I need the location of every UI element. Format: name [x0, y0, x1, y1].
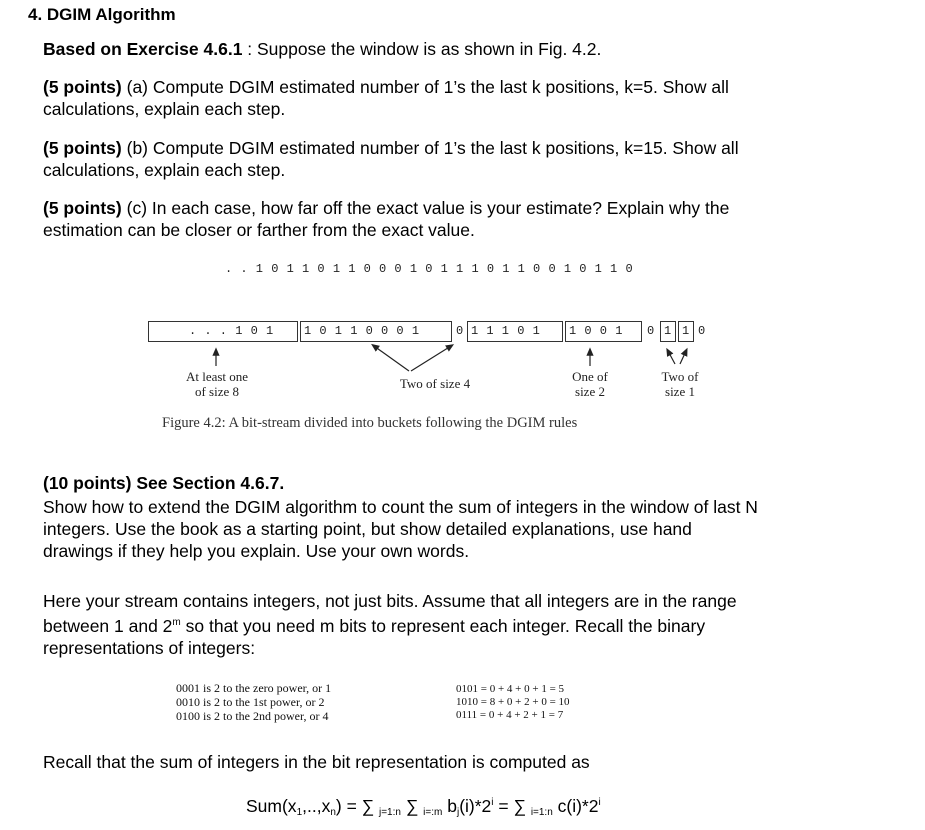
bucket-size-4-second: 1 1 1 0 1	[467, 321, 563, 342]
label-size-4: Two of size 4	[399, 376, 471, 391]
formula-part: ∑	[400, 796, 424, 816]
part-b-points: (5 points)	[43, 138, 122, 158]
section-p2-sup-m: m	[172, 617, 181, 628]
binary-right-row: 0111 = 0 + 4 + 2 + 1 = 7	[456, 709, 564, 721]
section-p2-line3: representations of integers:	[43, 638, 256, 658]
formula-part: (i)*2	[459, 796, 492, 816]
section-p1-line2: integers. Use the book as a starting point, but show detailed explanations, use hand	[43, 519, 692, 539]
formula-sub: 1	[296, 807, 303, 818]
binary-right-row: 0101 = 0 + 4 + 0 + 1 = 5	[456, 683, 565, 695]
page-title: 4. DGIM Algorithm	[28, 5, 176, 24]
arrow-size-1-right	[680, 351, 686, 364]
binary-right-row: 1010 = 8 + 0 + 2 + 0 = 10	[456, 696, 570, 708]
formula-sub: i=:m	[423, 807, 443, 818]
formula-sub: j	[456, 807, 460, 818]
section-p1-line3: drawings if they help you explain. Use your own words.	[43, 541, 470, 561]
part-a-points: (5 points)	[43, 77, 122, 97]
bucket-size-1-second: 1	[678, 321, 694, 342]
arrow-size-4-right	[411, 346, 451, 371]
binary-left-row: 0001 is 2 to the zero power, or 1	[176, 681, 332, 695]
bucket-size-1-first: 1	[660, 321, 676, 342]
binary-left-row: 0010 is 2 to the 1st power, or 2	[176, 695, 325, 709]
loose-zero-3: 0	[698, 324, 706, 338]
part-c-line2: estimation can be closer or farther from the exact value.	[43, 220, 475, 240]
part-b-line1: (b) Compute DGIM estimated number of 1’s the last k positions, k=15. Show all	[121, 138, 739, 158]
section-p2-line1: Here your stream contains integers, not just bits. Assume that all integers are in the range	[43, 591, 737, 611]
section-p1-line1: Show how to extend the DGIM algorithm to count the sum of integers in the window of last N	[43, 497, 758, 517]
formula-part: b	[442, 796, 457, 816]
label-size-2-line1: One of	[572, 369, 608, 384]
binary-examples-left	[176, 681, 331, 723]
bucket-size-2: 1 0 0 1	[565, 321, 642, 342]
formula-part: = ∑	[493, 796, 531, 816]
label-size-1-line2: size 1	[665, 384, 695, 399]
loose-zero-2: 0	[647, 324, 655, 338]
formula-sup: i	[491, 797, 494, 808]
formula-part: Sum(x	[246, 796, 297, 816]
label-size-8-line1: At least one	[185, 369, 249, 384]
section-p2-line2b: so that you need m bits to represent each integer. Recall the binary	[180, 616, 706, 636]
bucket-size-8-partial: . . . 1 0 1	[148, 321, 298, 342]
figure-caption: Figure 4.2: A bit-stream divided into buckets following the DGIM rules	[162, 415, 578, 431]
label-size-1-line1: Two of	[661, 369, 699, 384]
label-size-8	[168, 369, 266, 399]
label-size-1	[646, 369, 714, 399]
formula-sub: n	[330, 807, 336, 818]
label-size-8-line2: of size 8	[194, 384, 240, 399]
part-b-line2: calculations, explain each step.	[43, 160, 286, 180]
part-a-line2: calculations, explain each step.	[43, 99, 286, 119]
sum-formula	[246, 796, 601, 818]
label-size-2-line2: size 2	[575, 384, 605, 399]
binary-left-row: 0100 is 2 to the 2nd power, or 4	[176, 709, 329, 723]
intro-text: : Suppose the window is as shown in Fig. 4.2.	[242, 39, 602, 59]
arrow-size-4-left	[374, 346, 409, 371]
section-title: (10 points) See Section 4.6.7.	[43, 473, 285, 493]
formula-part: ) = ∑	[335, 796, 379, 816]
part-a-line1: (a) Compute DGIM estimated number of 1’s the last k positions, k=5. Show all	[121, 77, 729, 97]
formula-part: ,..,x	[302, 796, 331, 816]
formula-sub: j=1:n	[379, 807, 401, 818]
binary-examples-right	[456, 683, 570, 722]
section-paragraph-1	[43, 496, 903, 562]
formula-part: c(i)*2	[552, 796, 599, 816]
bit-stream: . . 1 0 1 1 0 1 1 0 0 0 1 0 1 1 1 0 1 1 0 0 1 0 1 1 0	[225, 262, 634, 276]
label-size-2	[556, 369, 624, 399]
section-p2-line2a: between 1 and 2	[43, 616, 173, 636]
intro-bold: Based on Exercise 4.6.1	[43, 39, 243, 59]
section-paragraph-2	[43, 590, 903, 659]
recall-text: Recall that the sum of integers in the bit representation is computed as	[43, 752, 590, 772]
part-c-line1: (c) In each case, how far off the exact value is your estimate? Explain why the	[121, 198, 730, 218]
loose-zero-1: 0	[456, 324, 464, 338]
arrow-size-1-left	[668, 351, 675, 364]
bucket-size-4-first: 1 0 1 1 0 0 0 1	[300, 321, 452, 342]
formula-sup: i	[598, 797, 601, 808]
formula-sub: i=1:n	[530, 807, 553, 818]
part-c-points: (5 points)	[43, 198, 122, 218]
